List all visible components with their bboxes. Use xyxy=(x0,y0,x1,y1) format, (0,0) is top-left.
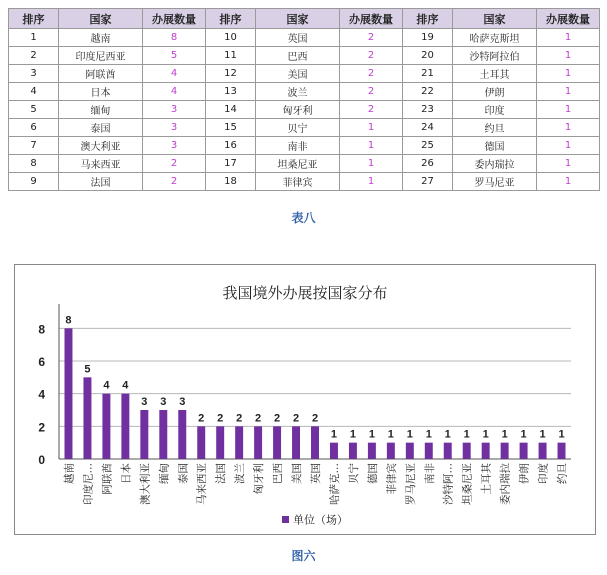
data-label: 2 xyxy=(274,412,281,425)
bar xyxy=(273,426,281,459)
table-row xyxy=(9,83,600,101)
x-tick-label: 南非 xyxy=(423,463,436,484)
data-label: 1 xyxy=(558,428,565,441)
x-tick-label: 缅甸 xyxy=(158,463,171,484)
table-cell: 2 xyxy=(340,29,403,47)
table-cell: 沙特阿拉伯 xyxy=(453,47,537,65)
table-cell: 13 xyxy=(206,83,256,101)
table-cell: 坦桑尼亚 xyxy=(256,155,340,173)
table-cell: 巴西 xyxy=(256,47,340,65)
data-label: 4 xyxy=(103,379,110,392)
bar xyxy=(64,328,72,459)
table-cell: 1 xyxy=(340,119,403,137)
data-label: 1 xyxy=(463,428,470,441)
table-cell: 法国 xyxy=(59,173,143,191)
table-cell: 匈牙利 xyxy=(256,101,340,119)
legend-label: 单位（场） xyxy=(293,513,348,527)
x-tick-label: 约旦 xyxy=(556,463,569,484)
x-tick-label: 伊朗 xyxy=(518,463,531,484)
table-cell: 2 xyxy=(9,47,59,65)
chart-frame xyxy=(14,264,596,535)
table-cell: 德国 xyxy=(453,137,537,155)
table-row xyxy=(9,47,600,65)
table-header-cell: 办展数量 xyxy=(143,9,206,29)
table-cell: 美国 xyxy=(256,65,340,83)
table-cell: 3 xyxy=(143,119,206,137)
table-cell: 2 xyxy=(340,47,403,65)
bar xyxy=(368,443,376,459)
table-cell: 2 xyxy=(143,173,206,191)
data-label: 1 xyxy=(444,428,451,441)
chart-title: 我国境外办展按国家分布 xyxy=(222,284,388,302)
table-cell: 24 xyxy=(403,119,453,137)
bar xyxy=(292,426,300,459)
table-cell: 18 xyxy=(206,173,256,191)
table-cell: 4 xyxy=(9,83,59,101)
table-cell: 2 xyxy=(340,83,403,101)
table-cell: 日本 xyxy=(59,83,143,101)
x-tick-label: 法国 xyxy=(215,463,228,484)
bar xyxy=(558,443,566,459)
x-tick-label: 澳大利亚 xyxy=(139,463,152,505)
x-tick-label: 印度 xyxy=(537,463,550,484)
table-cell: 1 xyxy=(537,29,600,47)
bar xyxy=(482,443,490,459)
x-tick-label: 美国 xyxy=(291,463,304,484)
table-cell: 11 xyxy=(206,47,256,65)
table-cell: 土耳其 xyxy=(453,65,537,83)
table-cell: 印度尼西亚 xyxy=(59,47,143,65)
bar xyxy=(216,426,224,459)
bar xyxy=(501,443,509,459)
table-caption: 表八 xyxy=(291,211,316,225)
data-label: 1 xyxy=(425,428,432,441)
table-cell: 1 xyxy=(537,65,600,83)
data-label: 2 xyxy=(255,412,262,425)
data-label: 2 xyxy=(236,412,243,425)
bar xyxy=(235,426,243,459)
table-header-cell: 排序 xyxy=(9,9,59,29)
table-cell: 16 xyxy=(206,137,256,155)
table-row xyxy=(9,155,600,173)
y-tick-label: 6 xyxy=(38,355,45,369)
bar xyxy=(539,443,547,459)
bar xyxy=(406,443,414,459)
table-header-cell: 办展数量 xyxy=(537,9,600,29)
table-cell: 1 xyxy=(537,155,600,173)
x-tick-label: 罗马尼亚 xyxy=(404,463,417,505)
bar xyxy=(387,443,395,459)
table-cell: 27 xyxy=(403,173,453,191)
table-cell: 越南 xyxy=(59,29,143,47)
bar xyxy=(140,410,148,459)
table-cell: 1 xyxy=(340,155,403,173)
x-tick-label: 泰国 xyxy=(177,463,190,484)
table-cell: 南非 xyxy=(256,137,340,155)
data-label: 3 xyxy=(141,396,148,408)
x-tick-label: 贝宁 xyxy=(347,463,360,484)
data-label: 2 xyxy=(311,412,319,425)
table-cell: 菲律宾 xyxy=(256,173,340,191)
table-cell: 1 xyxy=(537,137,600,155)
table-cell: 澳大利亚 xyxy=(59,137,143,155)
table-cell: 4 xyxy=(143,83,206,101)
table-cell: 伊朗 xyxy=(453,83,537,101)
table-cell: 印度 xyxy=(453,101,537,119)
table-cell: 贝宁 xyxy=(256,119,340,137)
data-label: 1 xyxy=(349,428,356,441)
table-cell: 17 xyxy=(206,155,256,173)
x-tick-label: 波兰 xyxy=(234,463,247,484)
table-cell: 14 xyxy=(206,101,256,119)
table-row xyxy=(9,101,600,119)
table-cell: 2 xyxy=(340,65,403,83)
table-cell: 19 xyxy=(403,29,453,47)
x-tick-label: 越南 xyxy=(63,463,76,484)
data-label: 2 xyxy=(292,412,300,425)
bar xyxy=(311,426,319,459)
table-header-cell: 排序 xyxy=(206,9,256,29)
table-header-cell: 国家 xyxy=(256,9,340,29)
x-tick-label: 哈萨克… xyxy=(328,463,341,505)
bar-chart xyxy=(15,265,595,534)
table-cell: 阿联酋 xyxy=(59,65,143,83)
x-tick-label: 委内瑞拉 xyxy=(499,463,512,505)
table-cell: 3 xyxy=(143,137,206,155)
table-cell: 26 xyxy=(403,155,453,173)
table-cell: 泰国 xyxy=(59,119,143,137)
y-tick-label: 4 xyxy=(38,387,45,402)
table-cell: 8 xyxy=(143,29,206,47)
bar xyxy=(254,426,262,459)
table-row xyxy=(9,29,600,47)
x-tick-label: 英国 xyxy=(310,463,322,484)
table-cell: 英国 xyxy=(256,29,340,47)
table-row xyxy=(9,119,600,137)
data-label: 1 xyxy=(330,428,338,441)
table-cell: 8 xyxy=(9,155,59,173)
table-cell: 波兰 xyxy=(256,83,340,101)
bar xyxy=(463,443,471,459)
bar xyxy=(197,426,205,459)
table-header-cell: 办展数量 xyxy=(340,9,403,29)
table-cell: 15 xyxy=(206,119,256,137)
table-cell: 1 xyxy=(537,83,600,101)
table-cell: 哈萨克斯坦 xyxy=(453,29,537,47)
y-tick-label: 8 xyxy=(38,322,45,337)
table-cell: 1 xyxy=(340,173,403,191)
bar xyxy=(444,443,452,459)
table-cell: 20 xyxy=(403,47,453,65)
table-cell: 1 xyxy=(9,29,59,47)
table-cell: 5 xyxy=(9,101,59,119)
table-header-row xyxy=(9,9,600,29)
y-tick-label: 2 xyxy=(38,420,45,435)
data-label: 1 xyxy=(368,428,375,441)
table-cell: 25 xyxy=(403,137,453,155)
bar xyxy=(159,410,167,459)
x-tick-label: 菲律宾 xyxy=(385,463,398,495)
data-label: 1 xyxy=(520,428,527,441)
table-cell: 12 xyxy=(206,65,256,83)
bar xyxy=(330,443,338,459)
bar xyxy=(178,410,186,459)
x-tick-label: 印度尼… xyxy=(82,463,95,505)
table-cell: 22 xyxy=(403,83,453,101)
data-label: 3 xyxy=(160,396,167,408)
table-cell: 1 xyxy=(537,101,600,119)
legend-swatch xyxy=(282,516,289,523)
data-label: 1 xyxy=(387,428,394,441)
bar xyxy=(121,394,129,459)
table-cell: 5 xyxy=(143,47,206,65)
table-cell: 约旦 xyxy=(453,119,537,137)
table-cell: 10 xyxy=(206,29,256,47)
table-cell: 1 xyxy=(537,173,600,191)
data-label: 1 xyxy=(539,428,546,441)
x-tick-label: 马来西亚 xyxy=(196,463,209,505)
x-tick-label: 匈牙利 xyxy=(253,463,266,495)
table-row xyxy=(9,173,600,191)
ranking-table xyxy=(8,8,600,191)
y-tick-label: 0 xyxy=(38,453,45,467)
x-tick-label: 阿联酋 xyxy=(101,463,114,495)
data-label: 4 xyxy=(122,379,129,392)
table-cell: 2 xyxy=(143,155,206,173)
data-label: 1 xyxy=(482,428,489,441)
x-tick-label: 坦桑尼亚 xyxy=(461,463,474,505)
table-cell: 23 xyxy=(403,101,453,119)
table-cell: 1 xyxy=(340,137,403,155)
x-tick-label: 巴西 xyxy=(272,463,285,484)
table-cell: 3 xyxy=(143,101,206,119)
figure-caption: 图六 xyxy=(291,549,316,563)
table-cell: 1 xyxy=(537,119,600,137)
table-cell: 委内瑞拉 xyxy=(453,155,537,173)
table-header-cell: 排序 xyxy=(403,9,453,29)
table-cell: 7 xyxy=(9,137,59,155)
x-tick-label: 土耳其 xyxy=(480,463,493,495)
table-cell: 21 xyxy=(403,65,453,83)
data-label: 2 xyxy=(217,412,224,425)
data-label: 8 xyxy=(65,314,72,327)
bar xyxy=(102,394,110,459)
data-label: 2 xyxy=(198,412,205,425)
x-tick-label: 德国 xyxy=(366,463,379,484)
bar xyxy=(349,443,357,459)
table-header-cell: 国家 xyxy=(59,9,143,29)
table-cell: 4 xyxy=(143,65,206,83)
table-cell: 9 xyxy=(9,173,59,191)
bar xyxy=(83,377,91,459)
table-cell: 3 xyxy=(9,65,59,83)
table-cell: 1 xyxy=(537,47,600,65)
table-cell: 6 xyxy=(9,119,59,137)
x-tick-label: 沙特阿… xyxy=(442,463,455,505)
data-label: 5 xyxy=(84,363,91,376)
table-cell: 罗马尼亚 xyxy=(453,173,537,191)
x-tick-label: 日本 xyxy=(120,463,133,484)
bar xyxy=(425,443,433,459)
data-label: 3 xyxy=(179,396,186,408)
table-row xyxy=(9,65,600,83)
data-label: 1 xyxy=(501,428,508,441)
bar xyxy=(520,443,528,459)
table-cell: 2 xyxy=(340,101,403,119)
table-cell: 缅甸 xyxy=(59,101,143,119)
data-label: 1 xyxy=(406,428,413,441)
table-cell: 马来西亚 xyxy=(59,155,143,173)
table-row xyxy=(9,137,600,155)
table-header-cell: 国家 xyxy=(453,9,537,29)
